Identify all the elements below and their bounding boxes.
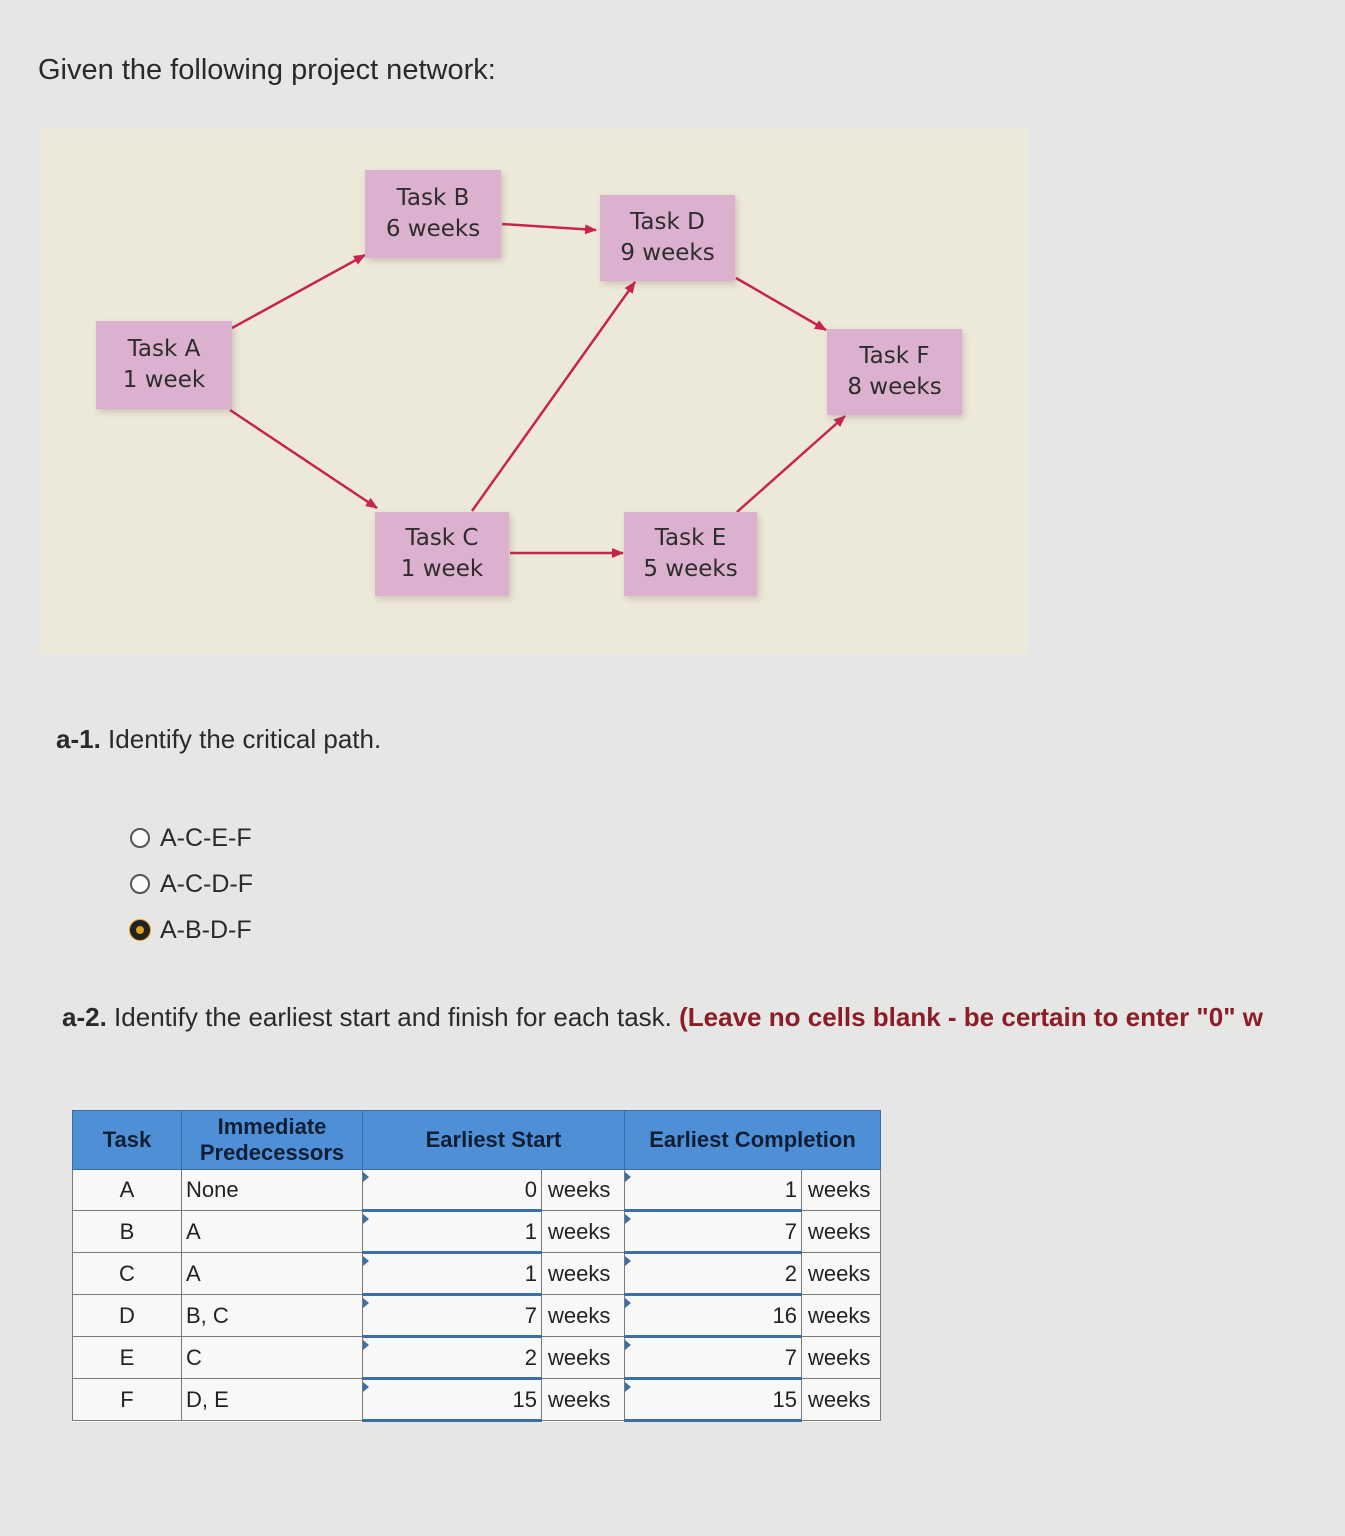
earliest-start-input[interactable]: 1 xyxy=(363,1211,542,1253)
unit-label: weeks xyxy=(542,1253,625,1295)
radio-a-b-d-f-selected[interactable] xyxy=(130,920,150,940)
task-a-name: Task A xyxy=(127,336,201,362)
arrow-b-d xyxy=(502,224,596,230)
option-a-b-d-f[interactable] xyxy=(130,907,253,953)
unit-label: weeks xyxy=(542,1170,625,1211)
radio-a-c-e-f[interactable] xyxy=(130,828,150,848)
unit-label: weeks xyxy=(542,1337,625,1379)
earliest-completion-input[interactable]: 7 xyxy=(625,1211,802,1253)
question-a2-note: (Leave no cells blank - be certain to enter "0" w xyxy=(679,1002,1263,1032)
unit-label: weeks xyxy=(542,1295,625,1337)
question-a2-text: Identify the earliest start and finish for each task. xyxy=(114,1002,672,1032)
task-cell: D xyxy=(73,1295,182,1337)
task-f-name: Task F xyxy=(859,343,930,369)
predecessors-cell: A xyxy=(182,1211,363,1253)
table-row xyxy=(73,1211,881,1253)
task-f-duration: 8 weeks xyxy=(847,374,942,400)
unit-label: weeks xyxy=(542,1211,625,1253)
critical-path-options xyxy=(130,815,253,953)
option-a-c-e-f[interactable] xyxy=(130,815,253,861)
unit-label: weeks xyxy=(802,1337,881,1379)
question-a1-text: Identify the critical path. xyxy=(108,724,382,754)
arrow-a-b xyxy=(232,255,365,328)
earliest-completion-input[interactable]: 2 xyxy=(625,1253,802,1295)
table-row xyxy=(73,1295,881,1337)
task-cell: E xyxy=(73,1337,182,1379)
table-row xyxy=(73,1253,881,1295)
task-cell: F xyxy=(73,1379,182,1421)
unit-label: weeks xyxy=(802,1253,881,1295)
earliest-completion-input[interactable]: 1 xyxy=(625,1170,802,1211)
task-cell: A xyxy=(73,1170,182,1211)
task-a-node xyxy=(96,321,232,409)
task-b-name: Task B xyxy=(396,185,470,211)
header-earliest-completion: Earliest Completion xyxy=(625,1111,881,1170)
task-e-node xyxy=(624,512,757,596)
arrow-a-c xyxy=(230,410,377,508)
table-row xyxy=(73,1170,881,1211)
task-c-duration: 1 week xyxy=(400,556,484,582)
task-d-node xyxy=(600,195,735,281)
predecessors-cell: D, E xyxy=(182,1379,363,1421)
earliest-start-input[interactable]: 15 xyxy=(363,1379,542,1421)
option-label-a-b-d-f: A-B-D-F xyxy=(160,915,252,944)
earliest-completion-input[interactable]: 7 xyxy=(625,1337,802,1379)
option-label-a-c-e-f: A-C-E-F xyxy=(160,823,252,852)
table-row xyxy=(73,1379,881,1421)
task-b-duration: 6 weeks xyxy=(385,216,481,242)
question-a1 xyxy=(56,724,381,755)
earliest-start-input[interactable]: 0 xyxy=(363,1170,542,1211)
earliest-start-input[interactable]: 2 xyxy=(363,1337,542,1379)
earliest-completion-input[interactable]: 15 xyxy=(625,1379,802,1421)
task-c-node xyxy=(375,512,509,596)
task-e-name: Task E xyxy=(654,525,727,551)
task-b-node xyxy=(365,170,501,258)
header-predecessors: Immediate Predecessors xyxy=(182,1111,363,1170)
question-a2-number: a-2. xyxy=(62,1002,107,1032)
header-task: Task xyxy=(73,1111,182,1170)
earliest-start-input[interactable]: 7 xyxy=(363,1295,542,1337)
task-cell: C xyxy=(73,1253,182,1295)
earliest-completion-input[interactable]: 16 xyxy=(625,1295,802,1337)
table-row xyxy=(73,1337,881,1379)
task-cell: B xyxy=(73,1211,182,1253)
question-a1-number: a-1. xyxy=(56,724,101,754)
header-earliest-start: Earliest Start xyxy=(363,1111,625,1170)
task-a-duration: 1 week xyxy=(122,367,206,393)
radio-a-c-d-f[interactable] xyxy=(130,874,150,894)
predecessors-cell: B, C xyxy=(182,1295,363,1337)
task-e-duration: 5 weeks xyxy=(643,556,738,582)
task-c-name: Task C xyxy=(405,525,479,551)
task-d-duration: 9 weeks xyxy=(620,240,715,266)
earliest-start-input[interactable]: 1 xyxy=(363,1253,542,1295)
unit-label: weeks xyxy=(802,1295,881,1337)
project-network-diagram xyxy=(40,128,1028,654)
predecessors-cell: A xyxy=(182,1253,363,1295)
arrow-e-f xyxy=(737,416,845,512)
option-a-c-d-f[interactable] xyxy=(130,861,253,907)
arrow-c-d xyxy=(472,282,635,511)
predecessors-cell: C xyxy=(182,1337,363,1379)
arrow-d-f xyxy=(736,278,826,330)
unit-label: weeks xyxy=(802,1379,881,1421)
unit-label: weeks xyxy=(802,1211,881,1253)
page-heading: Given the following project network: xyxy=(38,54,496,86)
predecessors-cell: None xyxy=(182,1170,363,1211)
task-d-name: Task D xyxy=(630,209,705,235)
option-label-a-c-d-f: A-C-D-F xyxy=(160,869,254,898)
table-header-row xyxy=(73,1111,881,1170)
unit-label: weeks xyxy=(542,1379,625,1421)
earliest-times-table xyxy=(72,1110,881,1422)
question-a2 xyxy=(62,1002,1263,1033)
task-f-node xyxy=(827,329,962,415)
unit-label: weeks xyxy=(802,1170,881,1211)
